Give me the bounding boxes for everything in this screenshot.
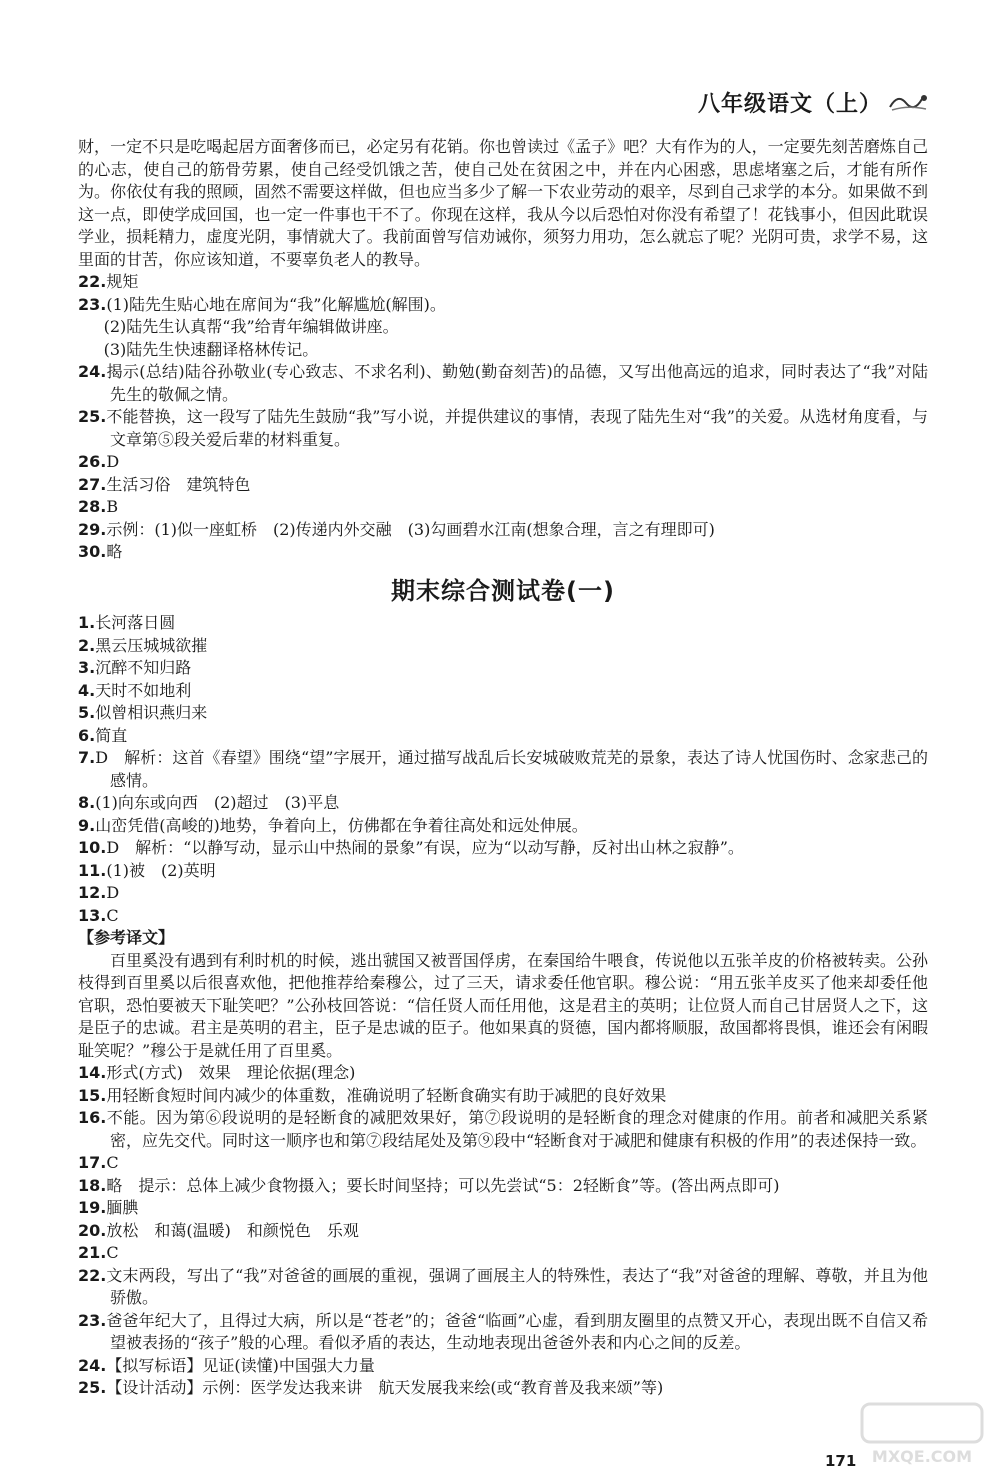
answer-item: 25.【设计活动】示例：医学发达我来讲 航天发展我来绘(或“教育普及我来颂”等) (78, 1378, 664, 1397)
answer-item: 15.用轻断食短时间内减少的体重数，准确说明了轻断食确实有助于减肥的良好效果 (78, 1085, 667, 1105)
answer-item: 17.C (78, 1153, 119, 1172)
answer-item: 22.规矩 (78, 272, 139, 291)
reference-label: 【参考译文】 (78, 928, 175, 947)
translation-continuation: 财，一定不只是吃喝起居方面奢侈而已，必定另有花销。你也曾读过《孟子》吧？大有作为的人，一定要先刻苦磨炼自己的心志，使自己的筋骨劳累，使自己经受饥饿之苦，使自己处在贫困之中，并在内心困惑，思虑堵塞之后，才能有所作为。你依仗有我的照顾，固然不需要这样做，但也应当多少了解一下农业劳动的艰辛，尽到自己求学的本分。如果做不到这一点，即使学成回国，也一定一件事也干不了。你现在这样，我从今以后恐怕对你没有希望了！花钱事小，但因此耽误学业，损耗精力，虚度光阴，事情就大了。我前面曾写信劝诫你，须努力用功，怎么就忘了呢？光阴可贵，求学不易，这里面的甘苦，你应该知道，不要辜负老人的教导。 (78, 137, 928, 269)
answer-item: 2.黑云压城城欲摧 (78, 635, 208, 655)
answer-item: 1.长河落日圆 (78, 613, 176, 632)
answer-item: 20.放松 和蔼(温暖) 和颜悦色 乐观 (78, 1220, 359, 1240)
answer-item: 3.沉醉不知归路 (78, 658, 192, 677)
answer-item: 23.(1)陆先生贴心地在席间为“我”化解尴尬(解围)。 (2)陆先生认真帮“我”给青年编辑做讲座。 (3)陆先生快速翻译格林传记。 (78, 294, 928, 362)
watermark-text: MXQE.COM (871, 1447, 973, 1466)
page-number: 171 (825, 1452, 857, 1470)
answers-part-2 (78, 612, 928, 927)
answer-item: 22.文末两段，写出了“我”对爸爸的画展的重视，强调了画展主人的特殊性，表达了“我”对爸爸的理解、尊敬，并且为他骄傲。 (78, 1265, 928, 1307)
answer-item: 11.(1)被 (2)英明 (78, 860, 216, 880)
answer-item: 24.揭示(总结)陆谷孙敬业(专心致志、不求名利)、勤勉(勤奋刻苦)的品德，又写出他高远的追求，同时表达了“我”对陆先生的敬佩之情。 (78, 362, 928, 404)
answer-item: 28.B (78, 497, 119, 516)
answer-item: 19.腼腆 (78, 1198, 139, 1217)
answer-item: 8.(1)向东或向西 (2)超过 (3)平息 (78, 793, 340, 812)
answer-item: 9.山峦凭借(高峻的)地势，争着向上，仿佛都在争着往高处和远处伸展。 (78, 815, 588, 835)
answer-item: 30.略 (78, 542, 123, 561)
sub-answer: (3)陆先生快速翻译格林传记。 (103, 339, 319, 359)
answer-item: 21.C (78, 1243, 119, 1262)
reference-text: 百里奚没有遇到有利时机的时候，逃出虢国又被晋国俘虏，在秦国给牛喂食，传说他以五张羊皮的价格被转卖。公孙枝得到百里奚以后很喜欢他，把他推荐给秦穆公，过了三天，请求委任他官职。穆公说：“用五张羊皮买了他来却委任他官职，恐怕要被天下耻笑吧？”公孙枝回答说：“信任贤人而任用他，这是君主的英明；让位贤人而自己甘居贤人之下，这是臣子的忠诚。君主是英明的君主，臣子是忠诚的臣子。他如果真的贤德，国内都将顺服，敌国都将畏惧，谁还会有闲暇耻笑呢？”穆公于是就任用了百里奚。 (78, 950, 928, 1060)
answers-part-3 (78, 1062, 928, 1400)
sub-answer: (2)陆先生认真帮“我”给青年编辑做讲座。 (103, 317, 399, 336)
answer-item: 23.爸爸年纪大了，且得过大病，所以是“苍老”的；爸爸“临画”心虚，看到朋友圈里的点赞又开心，表现出既不自信又希望被表扬的“孩子”般的心理。看似矛盾的表达，生动地表现出爸爸外表和内心之间的反差。 (78, 1310, 928, 1352)
answer-item: 16.不能。因为第⑥段说明的是轻断食的减肥效果好，第⑦段说明的是轻断食的理念对健康的作用。前者和减肥关系紧密，应先交代。同时这一顺序也和第⑦段结尾处及第⑨段中“轻断食对于减肥和健康有积极的作用”的表述保持一致。 (78, 1108, 928, 1150)
book-title: 八年级语文（上） (697, 91, 882, 117)
answer-item: 5.似曾相识燕归来 (78, 703, 208, 722)
answer-item: 26.D (78, 452, 120, 471)
answer-item: 25.不能替换，这一段写了陆先生鼓励“我”写小说，并提供建议的事情，表现了陆先生对“我”的关爱。从选材角度看，与文章第⑤段关爱后辈的材料重复。 (78, 407, 928, 449)
answer-content (78, 136, 928, 1400)
reference-translation (78, 927, 928, 1062)
answer-item: 29.示例：(1)似一座虹桥 (2)传递内外交融 (3)勾画碧水江南(想象合理，言之有理即可) (78, 519, 715, 539)
answer-item: 18.略 提示：总体上减少食物摄入；要长时间坚持；可以先尝试“5：2轻断食”等。(答出两点即可) (78, 1175, 780, 1195)
page-header (698, 82, 930, 122)
answer-item: 14.形式(方式) 效果 理论依据(理念) (78, 1063, 356, 1082)
answer-item: 24.【拟写标语】见证(读懂)中国强大力量 (78, 1355, 375, 1375)
section-title: 期末综合测试卷(一) (391, 576, 615, 605)
answer-item: 4.天时不如地利 (78, 680, 192, 700)
answer-item: 7.D 解析：这首《春望》围绕“望”字展开，通过描写战乱后长安城破败荒芜的景象，表达了诗人忧国伤时、念家悲己的感情。 (78, 748, 928, 790)
watermark-logo-icon (858, 1402, 988, 1468)
answer-item: 10.D 解析：“以静写动，显示山中热闹的景象”有误，应为“以动写静，反衬出山林之寂静”。 (78, 838, 744, 857)
answer-item: 6.简直 (78, 725, 128, 745)
answers-part-1 (78, 271, 928, 564)
answer-item: 12.D (78, 883, 120, 902)
answer-item: 13.C (78, 905, 119, 925)
decorative-swirl-icon (886, 91, 930, 113)
answer-item: 27.生活习俗 建筑特色 (78, 474, 251, 494)
